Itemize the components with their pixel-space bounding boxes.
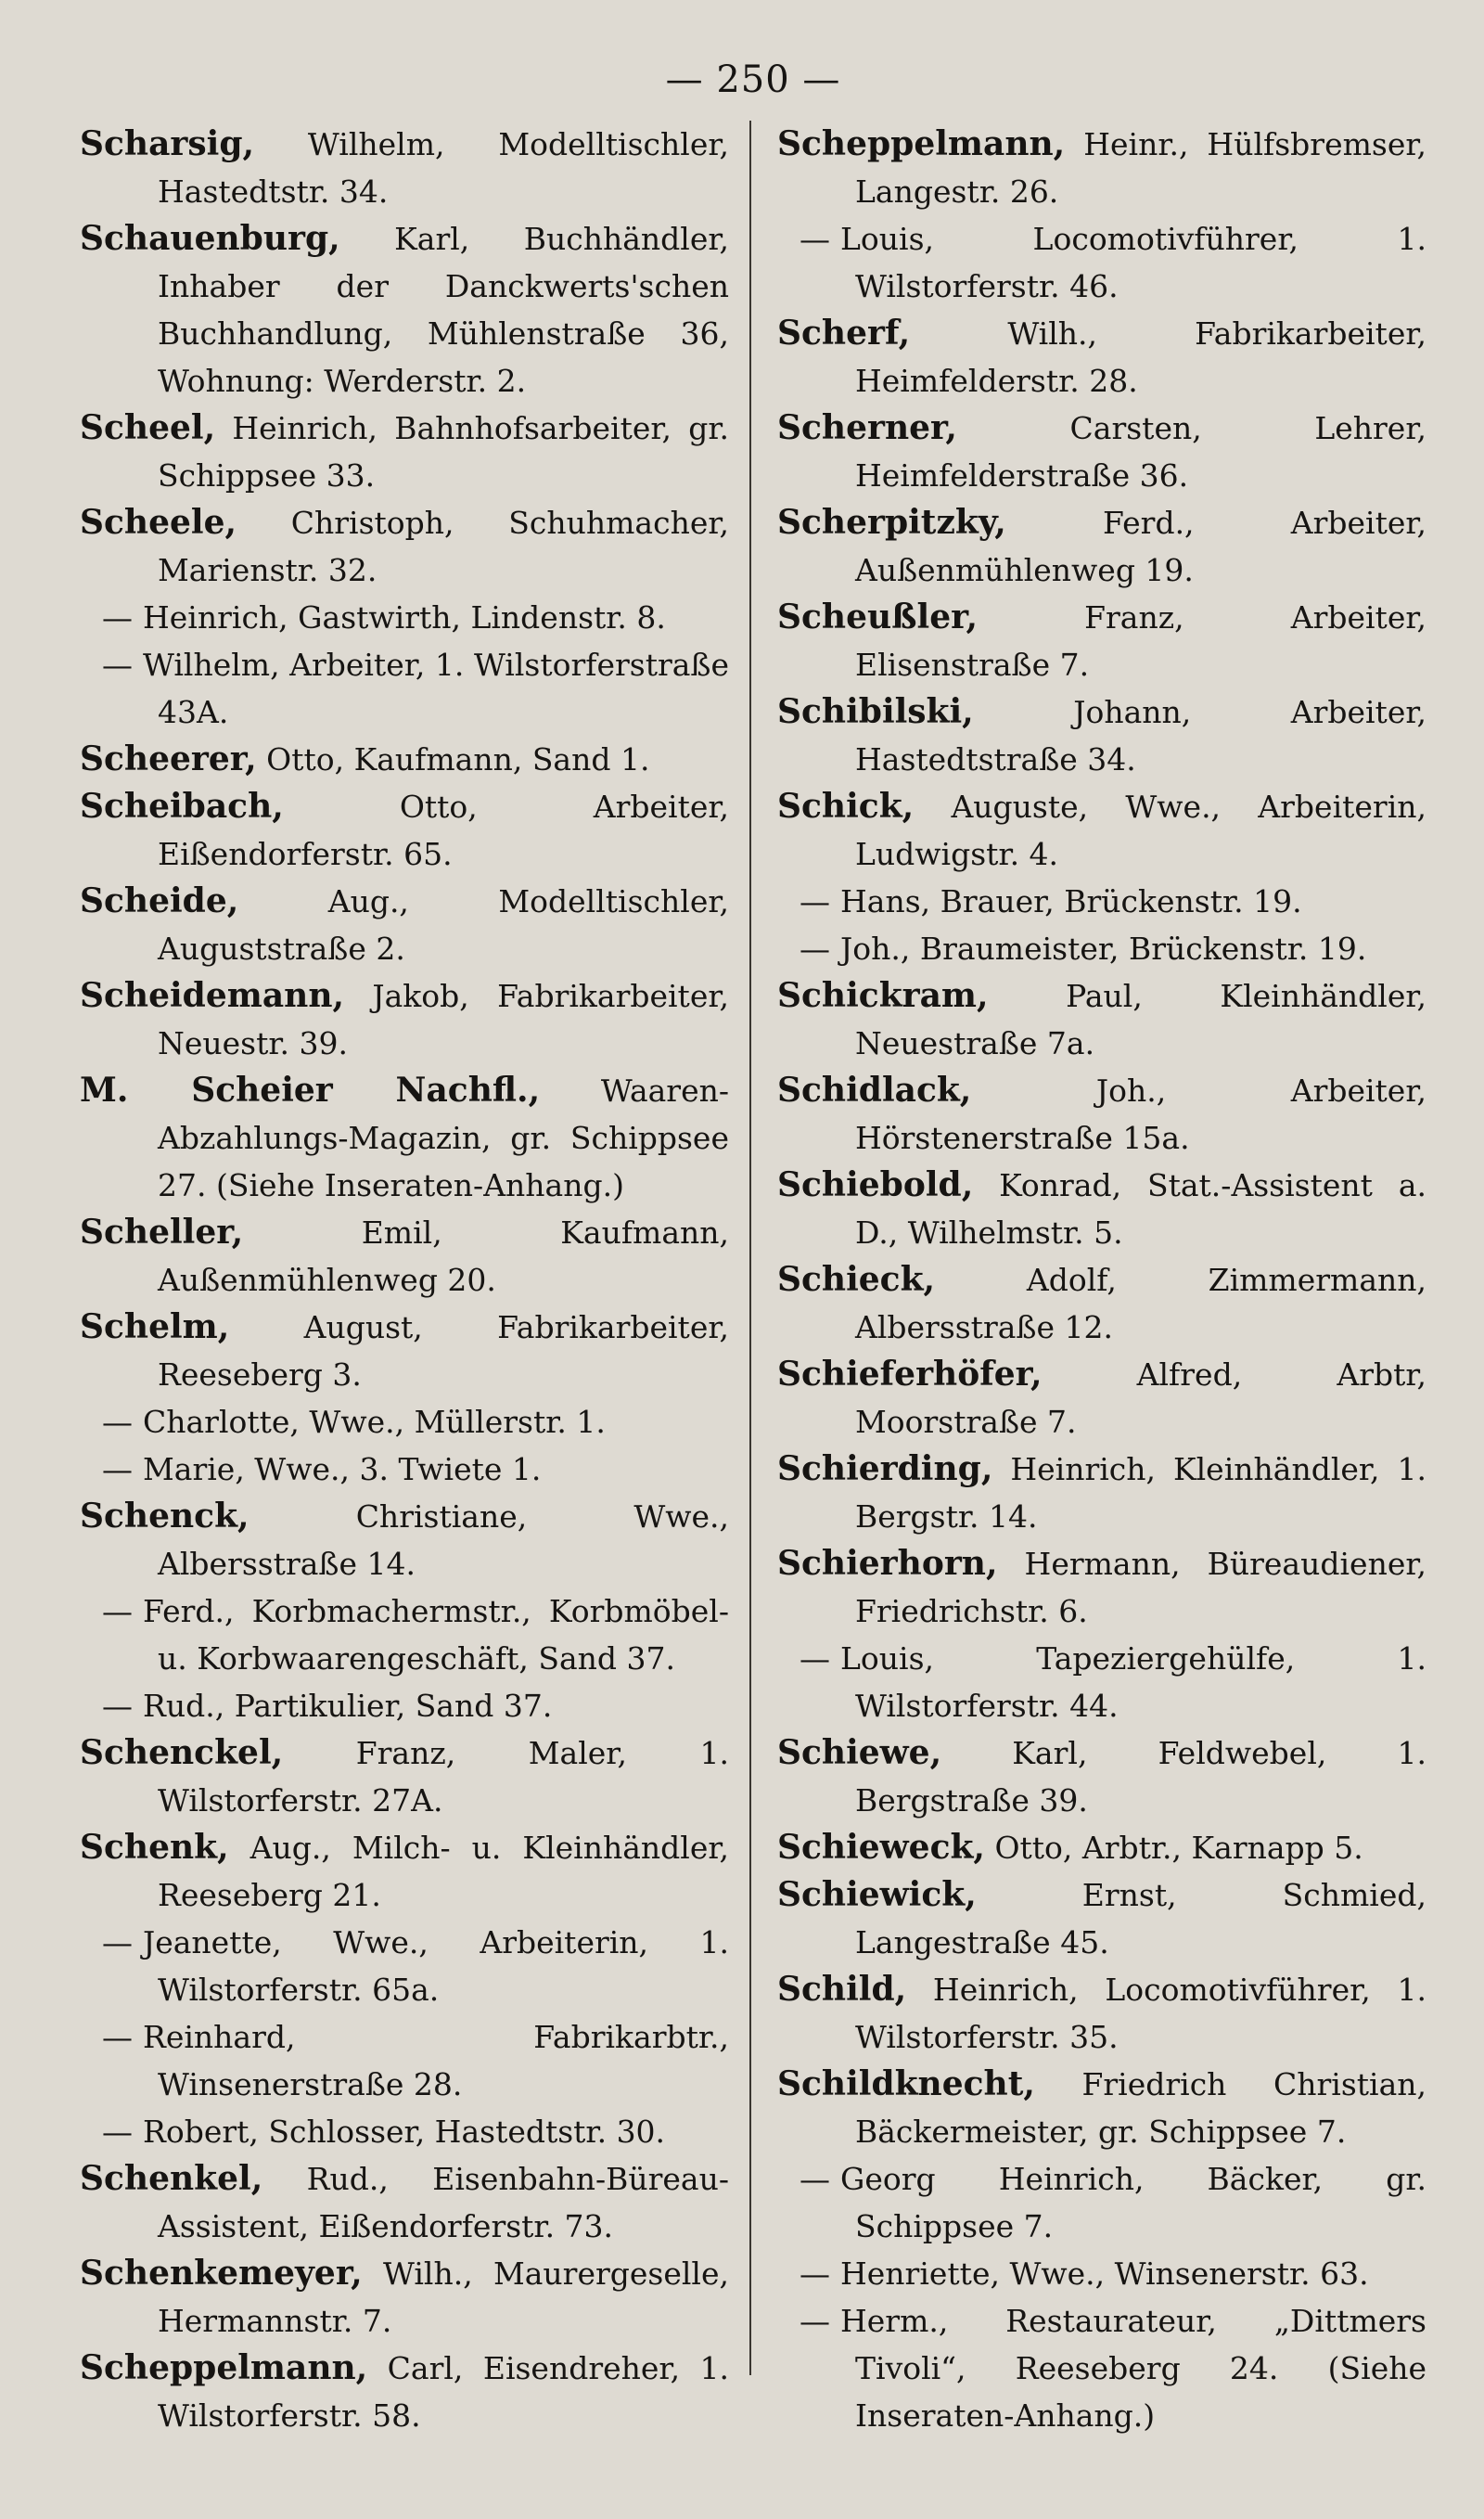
entry-dash: —: [102, 599, 133, 636]
entry-text: Joh., Arbeiter, Hörstenerstraße 15a.: [855, 1073, 1426, 1156]
right-column: [777, 121, 1426, 2439]
directory-entry: [777, 688, 1426, 783]
entry-name: Scheußler,: [777, 598, 978, 636]
directory-entry: [80, 2108, 729, 2155]
directory-entry: [80, 1304, 729, 1398]
directory-entry: [777, 405, 1426, 499]
entry-name: Scherf,: [777, 314, 911, 353]
entry-text: Heinrich, Kleinhändler, 1. Bergstr. 14.: [855, 1451, 1426, 1535]
entry-text: Christiane, Wwe., Albersstraße 14.: [158, 1498, 729, 1582]
entry-text: Georg Heinrich, Bäcker, gr. Schippsee 7.: [840, 2161, 1426, 2244]
entry-text: Wilhelm, Modelltischler, Hastedtstr. 34.: [158, 126, 729, 210]
directory-entry: [777, 878, 1426, 925]
entry-dash: —: [800, 221, 830, 257]
entry-dash: —: [800, 883, 830, 919]
directory-entry: [777, 499, 1426, 594]
entry-name: Schauenburg,: [80, 219, 340, 258]
directory-entry: [777, 2155, 1426, 2250]
entry-text: Heinr., Hülfsbremser, Langestr. 26.: [855, 126, 1426, 210]
directory-entry: [777, 310, 1426, 405]
directory-entry: [80, 1587, 729, 1682]
entry-dash: —: [102, 2114, 133, 2150]
left-column: [80, 121, 729, 2439]
entry-name: Schierhorn,: [777, 1544, 998, 1583]
directory-entry: [80, 594, 729, 641]
entry-dash: —: [800, 2256, 830, 2292]
directory-entry: [777, 1540, 1426, 1635]
entry-text: Reinhard, Fabrikarbtr., Winsenerstraße 28.: [143, 2019, 729, 2102]
entry-text: Ferd., Korbmachermstr., Korbmöbel- u. Korbwaarengeschäft, Sand 37.: [143, 1593, 729, 1677]
directory-entry: [777, 1966, 1426, 2061]
entry-name: Schiewick,: [777, 1875, 977, 1914]
entry-name: Schiewe,: [777, 1733, 942, 1772]
entry-name: Schelm,: [80, 1307, 230, 1346]
directory-entry: [777, 783, 1426, 878]
entry-name: Schenkel,: [80, 2159, 263, 2198]
entry-name: Scheppelmann,: [80, 2348, 368, 2387]
entry-text: Wilhelm, Arbeiter, 1. Wilstorferstraße 43A.: [143, 647, 729, 730]
entry-text: Adolf, Zimmermann, Albersstraße 12.: [855, 1262, 1426, 1345]
entry-text: Carl, Eisendreher, 1. Wilstorferstr. 58.: [158, 2350, 729, 2434]
directory-entry: [80, 736, 729, 783]
entry-text: Franz, Arbeiter, Elisenstraße 7.: [855, 599, 1426, 683]
directory-entry: [80, 2155, 729, 2250]
entry-name: Scharsig,: [80, 124, 255, 163]
entry-text: Louis, Locomotivführer, 1. Wilstorferstr. 46.: [840, 221, 1426, 304]
directory-entry: [777, 1067, 1426, 1162]
entry-name: Scheel,: [80, 408, 216, 447]
directory-entry: [777, 2061, 1426, 2155]
directory-entry: [777, 121, 1426, 215]
entry-text: Charlotte, Wwe., Müllerstr. 1.: [143, 1404, 606, 1440]
entry-text: Heinrich, Gastwirth, Lindenstr. 8.: [143, 599, 666, 636]
directory-entry: [80, 1682, 729, 1729]
entry-text: Aug., Modelltischler, Auguststraße 2.: [158, 883, 729, 967]
entry-name: Scherpitzky,: [777, 503, 1006, 542]
entry-dash: —: [102, 647, 133, 683]
directory-entry: [777, 215, 1426, 310]
directory-entry: [777, 594, 1426, 688]
directory-entry: [777, 1256, 1426, 1351]
entry-name: Schild,: [777, 1970, 907, 2009]
entry-text: Ferd., Arbeiter, Außenmühlenweg 19.: [855, 505, 1426, 588]
directory-entry: [777, 1635, 1426, 1729]
entry-dash: —: [800, 1640, 830, 1677]
entry-dash: —: [800, 2303, 830, 2339]
directory-entry: [777, 2250, 1426, 2297]
entry-text: Marie, Wwe., 3. Twiete 1.: [143, 1451, 542, 1487]
directory-entry: [80, 2013, 729, 2108]
entry-name: Schidlack,: [777, 1071, 972, 1110]
entry-name: Scheele,: [80, 503, 237, 542]
entry-name: Schieweck,: [777, 1828, 985, 1867]
entry-dash: —: [800, 2161, 830, 2197]
entry-name: Schieferhöfer,: [777, 1355, 1043, 1394]
entry-name: Schenk,: [80, 1828, 229, 1867]
entry-text: Karl, Feldwebel, 1. Bergstraße 39.: [855, 1735, 1426, 1819]
entry-dash: —: [102, 1688, 133, 1724]
directory-entry: [80, 499, 729, 594]
entry-text: Paul, Kleinhändler, Neuestraße 7a.: [855, 978, 1426, 1061]
entry-name: Schenckel,: [80, 1733, 284, 1772]
entry-text: Johann, Arbeiter, Hastedtstraße 34.: [855, 694, 1426, 778]
directory-entry: [777, 1729, 1426, 1824]
entry-text: Christoph, Schuhmacher, Marienstr. 32.: [158, 505, 729, 588]
entry-text: Alfred, Arbtr, Moorstraße 7.: [855, 1356, 1426, 1440]
entry-name: Scherner,: [777, 408, 957, 447]
entry-text: Emil, Kaufmann, Außenmühlenweg 20.: [158, 1215, 729, 1298]
directory-entry: [80, 1824, 729, 1919]
entry-text: Konrad, Stat.-Assistent a. D., Wilhelmstr. 5.: [855, 1167, 1426, 1251]
directory-entry: [80, 215, 729, 405]
entry-name: Schenck,: [80, 1497, 249, 1536]
entry-text: Karl, Buchhändler, Inhaber der Danckwerts'schen Buchhandlung, Mühlenstraße 36, Wohnung: Werderstr. 2.: [158, 221, 729, 399]
entry-name: Scheller,: [80, 1213, 244, 1252]
directory-entry: [80, 2345, 729, 2439]
entry-text: Aug., Milch- u. Kleinhändler, Reeseberg 21.: [158, 1830, 729, 1913]
entry-dash: —: [800, 931, 830, 967]
directory-entry: [80, 972, 729, 1067]
directory-entry: [80, 1729, 729, 1824]
column-divider: [749, 121, 751, 2375]
directory-entry: [80, 1398, 729, 1446]
entry-dash: —: [102, 1451, 133, 1487]
entry-dash: —: [102, 1404, 133, 1440]
directory-entry: [80, 405, 729, 499]
directory-entry: [80, 1493, 729, 1587]
entry-name: Scheibach,: [80, 787, 284, 826]
entry-text: Heinrich, Locomotivführer, 1. Wilstorferstr. 35.: [855, 1972, 1426, 2055]
entry-text: Waaren-Abzahlungs-Magazin, gr. Schippsee 27. (Siehe Inseraten-Anhang.): [158, 1073, 730, 1203]
directory-entry: [80, 1067, 729, 1209]
directory-entry: [80, 1446, 729, 1493]
entry-text: Rud., Partikulier, Sand 37.: [143, 1688, 553, 1724]
entry-text: Otto, Arbtr., Karnapp 5.: [994, 1830, 1363, 1866]
entry-name: Schiebold,: [777, 1165, 974, 1204]
directory-entry: [777, 972, 1426, 1067]
entry-text: Otto, Arbeiter, Eißendorferstr. 65.: [158, 789, 729, 872]
entry-name: Schickram,: [777, 976, 989, 1015]
entry-name: Scheerer,: [80, 739, 257, 778]
entry-name: Schierding,: [777, 1449, 993, 1488]
directory-entry: [80, 1209, 729, 1304]
directory-entry: [777, 2297, 1426, 2439]
entry-text: Henriette, Wwe., Winsenerstr. 63.: [840, 2256, 1369, 2292]
entry-name: M. Scheier Nachfl.,: [80, 1071, 541, 1110]
directory-entry: [80, 878, 729, 972]
entry-text: Carsten, Lehrer, Heimfelderstraße 36.: [855, 410, 1426, 494]
entry-name: Schick,: [777, 787, 915, 826]
directory-entry: [777, 1162, 1426, 1256]
entry-text: Robert, Schlosser, Hastedtstr. 30.: [143, 2114, 666, 2150]
directory-entry: [777, 1446, 1426, 1540]
directory-entry: [777, 1351, 1426, 1446]
entry-name: Schibilski,: [777, 692, 974, 731]
entry-text: Franz, Maler, 1. Wilstorferstr. 27A.: [158, 1735, 729, 1819]
entry-name: Schildknecht,: [777, 2064, 1035, 2103]
directory-entry: [80, 641, 729, 736]
entry-text: Jakob, Fabrikarbeiter, Neuestr. 39.: [158, 978, 729, 1061]
entry-text: Joh., Braumeister, Brückenstr. 19.: [840, 931, 1367, 967]
entry-text: Wilh., Fabrikarbeiter, Heimfelderstr. 28.: [855, 315, 1426, 399]
entry-name: Schieck,: [777, 1260, 936, 1299]
entry-dash: —: [102, 1924, 133, 1960]
entry-text: Heinrich, Bahnhofsarbeiter, gr. Schippsee 33.: [158, 410, 730, 494]
entry-dash: —: [102, 1593, 133, 1629]
entry-text: Hermann, Büreaudiener, Friedrichstr. 6.: [855, 1546, 1426, 1629]
entry-name: Scheide,: [80, 881, 239, 920]
entry-name: Scheidemann,: [80, 976, 345, 1015]
entry-text: Hans, Brauer, Brückenstr. 19.: [840, 883, 1302, 919]
entry-text: Ernst, Schmied, Langestraße 45.: [855, 1877, 1426, 1960]
entry-name: Scheppelmann,: [777, 124, 1066, 163]
directory-entry: [777, 1824, 1426, 1871]
directory-entry: [80, 2250, 729, 2345]
entry-text: Herm., Restaurateur, „Dittmers Tivoli“, Reeseberg 24. (Siehe Inseraten-Anhang.): [840, 2303, 1426, 2434]
columns: [80, 121, 1426, 2439]
entry-text: August, Fabrikarbeiter, Reeseberg 3.: [158, 1309, 729, 1393]
directory-entry: [777, 925, 1426, 972]
entry-text: Wilh., Maurergeselle, Hermannstr. 7.: [158, 2256, 729, 2339]
directory-entry: [80, 783, 729, 878]
entry-dash: —: [102, 2019, 133, 2055]
entry-text: Otto, Kaufmann, Sand 1.: [266, 741, 650, 778]
directory-entry: [777, 1871, 1426, 1966]
entry-text: Jeanette, Wwe., Arbeiterin, 1. Wilstorferstr. 65a.: [143, 1924, 729, 2008]
directory-entry: [80, 121, 729, 215]
entry-name: Schenkemeyer,: [80, 2254, 363, 2293]
entry-text: Rud., Eisenbahn-Büreau-Assistent, Eißendorferstr. 73.: [158, 2161, 729, 2244]
directory-entry: [80, 1919, 729, 2013]
page-number: — 250 —: [665, 58, 841, 101]
entry-text: Auguste, Wwe., Arbeiterin, Ludwigstr. 4.: [855, 789, 1426, 872]
entry-text: Louis, Tapeziergehülfe, 1. Wilstorferstr. 44.: [840, 1640, 1426, 1724]
entry-text: Friedrich Christian, Bäckermeister, gr. Schippsee 7.: [855, 2066, 1426, 2150]
